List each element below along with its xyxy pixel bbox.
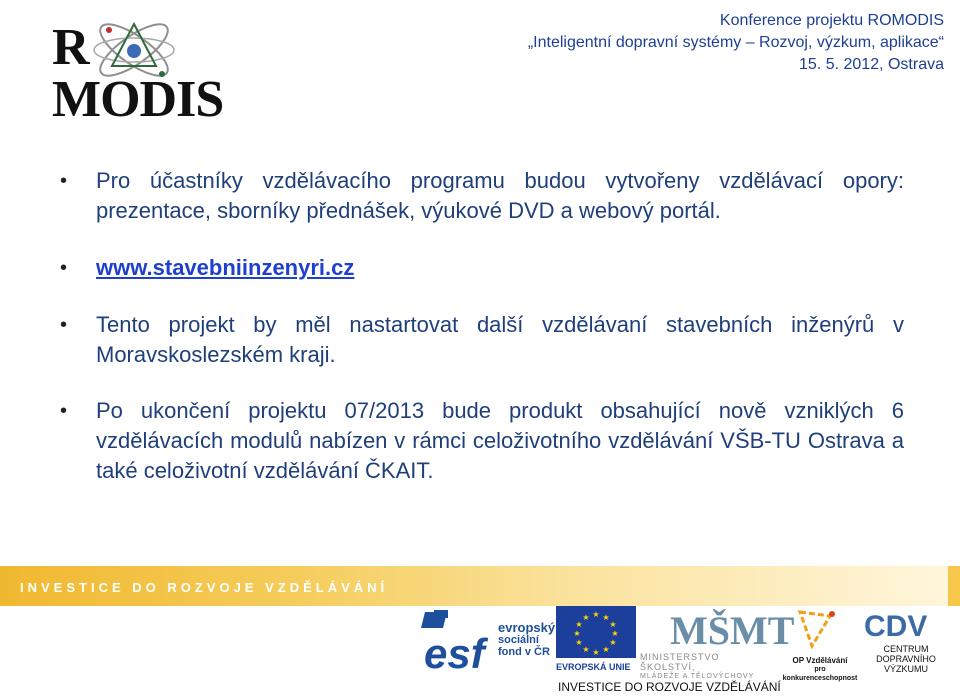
svg-text:★: ★ [592, 610, 600, 619]
svg-text:★: ★ [611, 629, 619, 638]
bullet-icon: • [60, 170, 68, 192]
op-line1: OP Vzdělávání [792, 656, 848, 665]
bullet-icon: • [60, 400, 68, 422]
conference-topic: „Inteligentní dopravní systémy – Rozvoj, výzkum, aplikace“ [527, 34, 944, 51]
svg-text:★: ★ [582, 613, 590, 622]
esf-logo [420, 608, 556, 677]
bullet-text: Pro účastníky vzdělávacího programu budou vytvořeny vzdělávací opory: prezentace, sborníky přednášek, výukové DVD a webový portál. [96, 168, 904, 223]
bullet-item [56, 396, 904, 486]
svg-text:★: ★ [609, 638, 617, 647]
romodis-logo [52, 4, 284, 128]
svg-text:CDV: CDV [864, 610, 928, 643]
esf-line2: sociální [498, 634, 539, 646]
svg-text:MŠMT: MŠMT [670, 608, 795, 653]
cdv-mark-icon [858, 606, 954, 642]
bullet-item [56, 166, 904, 226]
cdv-line1: CENTRUM [883, 644, 929, 654]
eu-flag-icon [556, 606, 636, 662]
bullet-icon: • [60, 257, 68, 279]
op-logo [782, 608, 858, 682]
cdv-logo [858, 606, 954, 676]
svg-text:★: ★ [609, 620, 617, 629]
bullet-icon: • [60, 314, 68, 336]
website-link[interactable]: www.stavebniinzenyri.cz [96, 255, 355, 280]
eu-label: EVROPSKÁ UNIE [556, 662, 631, 672]
conference-title: Konference projektu ROMODIS [719, 12, 944, 29]
svg-text:★: ★ [575, 620, 583, 629]
bullet-text: Po ukončení projektu 07/2013 bude produkt obsahující nově vzniklých 6 vzdělávacích modulů nabízen v rámci celoživotního vzdělávání VŠB-TU Ostrava a také celoživotní vzdělávání ČKAIT. [96, 398, 904, 483]
esf-line3: fond v ČR [498, 646, 550, 658]
band-edge [948, 566, 960, 606]
bullet-text: Tento projekt by měl nastartovat další vzdělávaní stavebních inženýrů v Moravskoslezském kraji. [96, 312, 904, 367]
msmt-line1: MINISTERSTVO ŠKOLSTVÍ, [640, 652, 720, 672]
conference-info [528, 10, 944, 76]
svg-text:★: ★ [592, 648, 600, 657]
svg-text:★: ★ [575, 638, 583, 647]
conference-date: 15. 5. 2012, Ostrava [799, 56, 944, 73]
msmt-logo [640, 606, 795, 680]
svg-text:★: ★ [602, 645, 610, 654]
svg-text:★: ★ [602, 613, 610, 622]
svg-text:esf: esf [424, 630, 485, 677]
op-triangle-icon [782, 608, 858, 652]
bullet-item-link [56, 253, 904, 283]
logo-text: RMODIS [52, 19, 224, 128]
esf-line1: evropský [498, 620, 556, 635]
band-text: INVESTICE DO ROZVOJE VZDĚLÁVÁNÍ [20, 580, 389, 595]
bullet-item [56, 310, 904, 370]
cdv-line2: DOPRAVNÍHO [876, 654, 936, 664]
footer-band [0, 566, 960, 606]
eu-logo [556, 606, 636, 672]
svg-text:★: ★ [582, 645, 590, 654]
svg-text:★: ★ [573, 629, 581, 638]
op-line2: pro konkurenceschopnost [782, 666, 858, 682]
msmt-line2: MLÁDEŽE A TĚLOVÝCHOVY [640, 673, 755, 680]
footer-bottom-text: INVESTICE DO ROZVOJE VZDĚLÁVÁNÍ [558, 680, 781, 694]
msmt-mark-icon [640, 606, 795, 653]
bullet-list [56, 166, 904, 514]
cdv-line3: VÝZKUMU [883, 664, 928, 674]
